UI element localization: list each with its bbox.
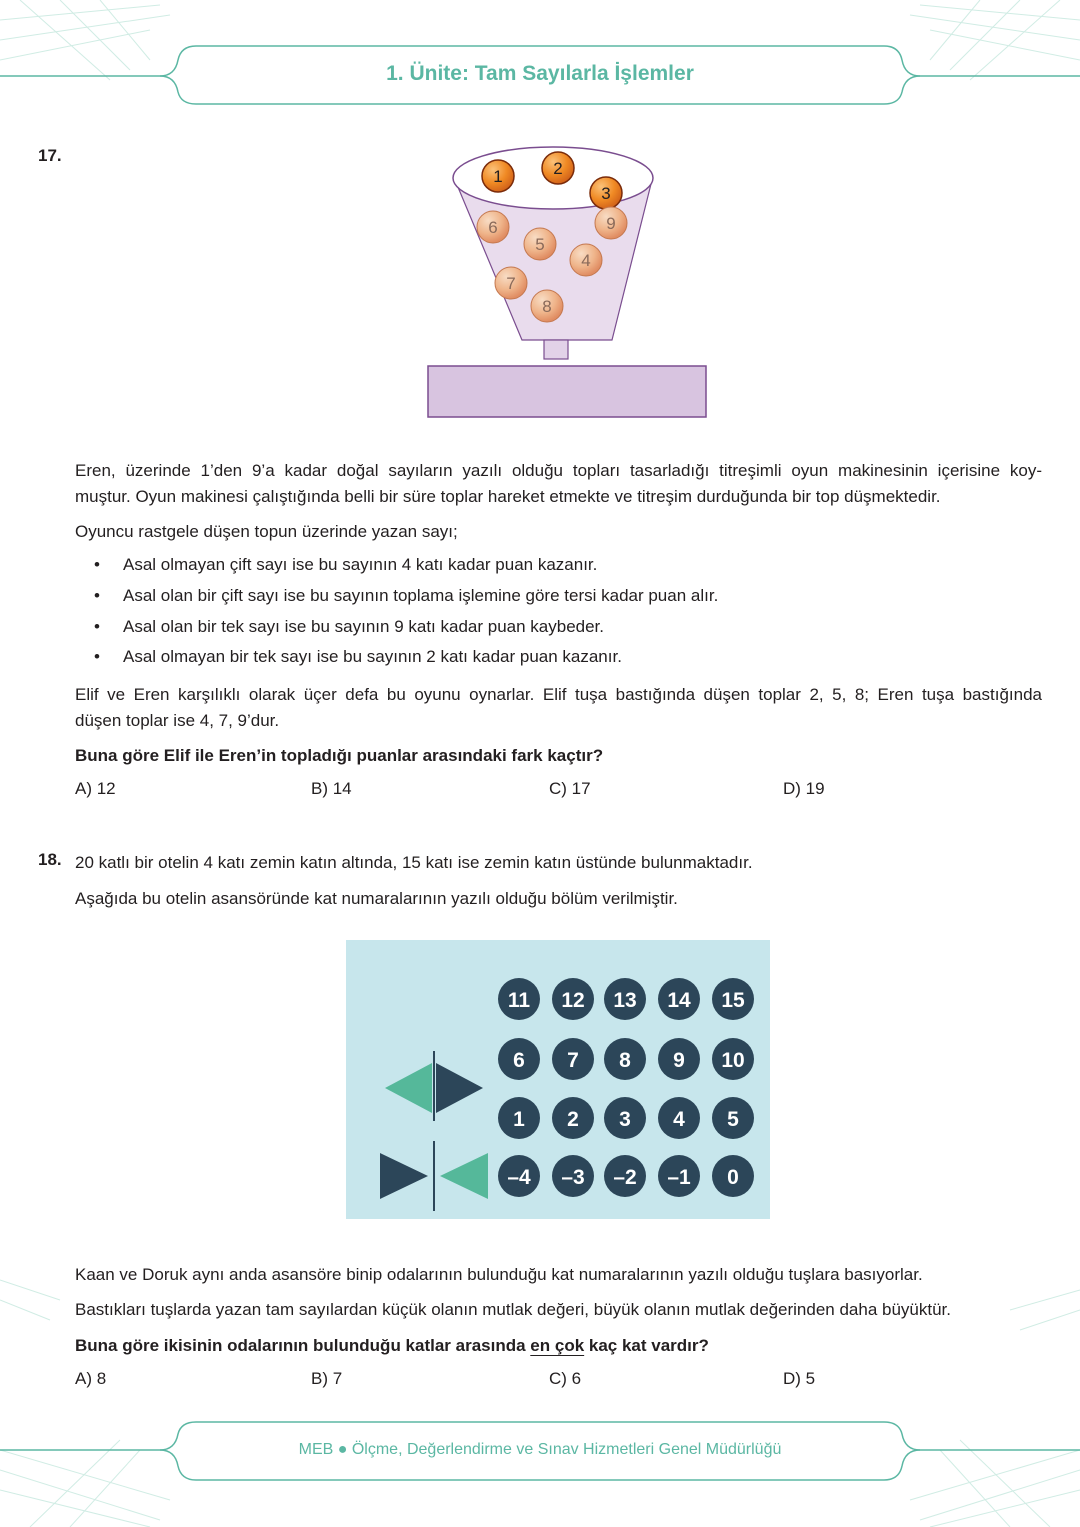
q17-question: Buna göre Elif ile Eren’in topladığı puanlar arasındaki fark kaçtır? <box>75 746 604 765</box>
ball-label: 9 <box>606 214 616 233</box>
q17-paragraph-2: Oyuncu rastgele düşen topun üzerinde yazan sayı; <box>75 522 458 541</box>
q17-paragraph-1-line-2: muştur. Oyun makinesi çalıştığında belli bir süre toplar hareket etmekte ve titreşim durduğunda bir top düşmektedir. <box>75 487 941 506</box>
q18-option-c[interactable]: C) 6 <box>549 1369 582 1388</box>
q17-paragraph-3-line-2: düşen toplar ise 4, 7, 9’dur. <box>75 711 280 730</box>
floor-button-label: 5 <box>727 1108 739 1131</box>
floor-button-13[interactable] <box>604 978 646 1020</box>
floor-button-label: 6 <box>513 1049 525 1072</box>
floor-button-label: 11 <box>507 989 531 1012</box>
floor-button-label: 2 <box>567 1108 579 1131</box>
ball-label: 8 <box>542 297 552 316</box>
q18-paragraph-3: Kaan ve Doruk aynı anda asansöre binip odalarının bulunduğu kat numaralarının yazılı olduğu tuşlara basıyorlar. <box>75 1265 923 1284</box>
rule-item: Asal olmayan bir tek sayı ise bu sayının 2 katı kadar puan kazanır. <box>123 647 622 666</box>
q18-paragraph-1: 20 katlı bir otelin 4 katı zemin katın altında, 15 katı ise zemin katın üstünde bulunmaktadır. <box>75 853 753 872</box>
rule-item: Asal olmayan çift sayı ise bu sayının 4 katı kadar puan kazanır. <box>123 555 598 574</box>
ball-7 <box>495 267 527 299</box>
floor-button-label: –1 <box>667 1166 691 1189</box>
floor-button-label: 8 <box>619 1049 631 1072</box>
floor-button-label: –2 <box>613 1166 637 1189</box>
floor-button-label: 0 <box>727 1166 739 1189</box>
rule-item: Asal olan bir çift sayı ise bu sayının toplama işlemine göre tersi kadar puan alır. <box>123 586 719 605</box>
bullet-mark: • <box>94 647 100 666</box>
floor-button-–4[interactable] <box>498 1155 540 1197</box>
ball-label: 6 <box>488 218 498 237</box>
ball-label: 7 <box>506 274 516 293</box>
footer-text: MEB ● Ölçme, Değerlendirme ve Sınav Hizmetleri Genel Müdürlüğü <box>298 1441 782 1458</box>
q18-option-b[interactable]: B) 7 <box>311 1369 343 1388</box>
machine-neck <box>544 340 568 359</box>
floor-button-label: 1 <box>513 1108 525 1131</box>
ball-5 <box>524 228 556 260</box>
ball-3 <box>590 177 622 209</box>
ball-2 <box>542 152 574 184</box>
q17-paragraph-3-line-1: Elif ve Eren karşılıklı olarak üçer defa bu oyunu oynarlar. Elif tuşa bastığında düşen toplar 2, 5, 8; Eren tuşa bastığında <box>75 685 1042 704</box>
ball-6 <box>477 211 509 243</box>
floor-button-3[interactable] <box>604 1097 646 1139</box>
q18-question <box>75 1333 1042 1359</box>
floor-button-15[interactable] <box>712 978 754 1020</box>
floor-button-8[interactable] <box>604 1038 646 1080</box>
ball-1 <box>482 160 514 192</box>
q17-paragraph-1 <box>75 458 1042 510</box>
q18-paragraph-4: Bastıkları tuşlarda yazan tam sayılardan küçük olanın mutlak değeri, büyük olanın mutlak değerinden daha büyüktür. <box>75 1300 952 1319</box>
q18-question-start: Buna göre ikisinin odalarının bulunduğu katlar arasında <box>75 1336 531 1355</box>
q17-option-d[interactable]: D) 19 <box>783 779 825 798</box>
q17-paragraph-1-line-1: Eren, üzerinde 1’den 9’a kadar doğal sayıların yazılı olduğu topları tasarladığı titreşimli oyun makinesinin içerisine koy- <box>75 461 1042 480</box>
bullet-mark: • <box>94 586 100 605</box>
floor-button-5[interactable] <box>712 1097 754 1139</box>
q18-option-d[interactable]: D) 5 <box>783 1369 816 1388</box>
q18-question-end: kaç kat vardır? <box>584 1336 709 1355</box>
bullet-mark: • <box>94 617 100 636</box>
machine-stand <box>428 366 706 417</box>
ball-label: 5 <box>535 235 545 254</box>
q18-question-emphasis: en çok <box>530 1336 585 1355</box>
floor-button-6[interactable] <box>498 1038 540 1080</box>
ball-label: 2 <box>553 159 563 178</box>
floor-button-label: 4 <box>673 1108 685 1131</box>
q17-option-b[interactable]: B) 14 <box>311 779 352 798</box>
floor-button-–2[interactable] <box>604 1155 646 1197</box>
question-17-number: 17. <box>38 146 62 165</box>
floor-button-7[interactable] <box>552 1038 594 1080</box>
ball-9 <box>595 207 627 239</box>
ball-8 <box>531 290 563 322</box>
question-18-number: 18. <box>38 850 62 869</box>
floor-button-label: 9 <box>673 1049 685 1072</box>
floor-button-2[interactable] <box>552 1097 594 1139</box>
rule-item: Asal olan bir tek sayı ise bu sayının 9 katı kadar puan kaybeder. <box>123 617 605 636</box>
floor-button-label: 14 <box>667 989 691 1012</box>
floor-button-–3[interactable] <box>552 1155 594 1197</box>
q18-paragraph-2: Aşağıda bu otelin asansöründe kat numaralarının yazılı olduğu bölüm verilmiştir. <box>75 889 678 908</box>
q17-paragraph-3 <box>75 682 1042 734</box>
floor-button-14[interactable] <box>658 978 700 1020</box>
floor-button-label: 13 <box>613 989 637 1012</box>
floor-button-–1[interactable] <box>658 1155 700 1197</box>
ball-label: 1 <box>493 167 503 186</box>
floor-button-0[interactable] <box>712 1155 754 1197</box>
floor-button-label: 10 <box>721 1049 745 1072</box>
q17-option-a[interactable]: A) 12 <box>75 779 116 798</box>
floor-button-9[interactable] <box>658 1038 700 1080</box>
floor-button-label: 15 <box>721 989 745 1012</box>
floor-button-4[interactable] <box>658 1097 700 1139</box>
bullet-mark: • <box>94 555 100 574</box>
floor-button-label: 7 <box>567 1049 579 1072</box>
elevator-panel <box>346 940 770 1219</box>
ball-4 <box>570 244 602 276</box>
q18-option-a[interactable]: A) 8 <box>75 1369 107 1388</box>
game-machine-illustration <box>420 140 720 425</box>
unit-title: 1. Ünite: Tam Sayılarla İşlemler <box>386 62 694 85</box>
ball-label: 4 <box>581 251 591 270</box>
floor-button-label: –3 <box>561 1166 585 1189</box>
floor-button-label: 3 <box>619 1108 631 1131</box>
q17-option-c[interactable]: C) 17 <box>549 779 591 798</box>
floor-button-12[interactable] <box>552 978 594 1020</box>
floor-button-11[interactable] <box>498 978 540 1020</box>
floor-button-label: –4 <box>507 1166 531 1189</box>
floor-button-label: 12 <box>561 989 585 1012</box>
ball-label: 3 <box>601 184 611 203</box>
floor-button-10[interactable] <box>712 1038 754 1080</box>
floor-button-1[interactable] <box>498 1097 540 1139</box>
